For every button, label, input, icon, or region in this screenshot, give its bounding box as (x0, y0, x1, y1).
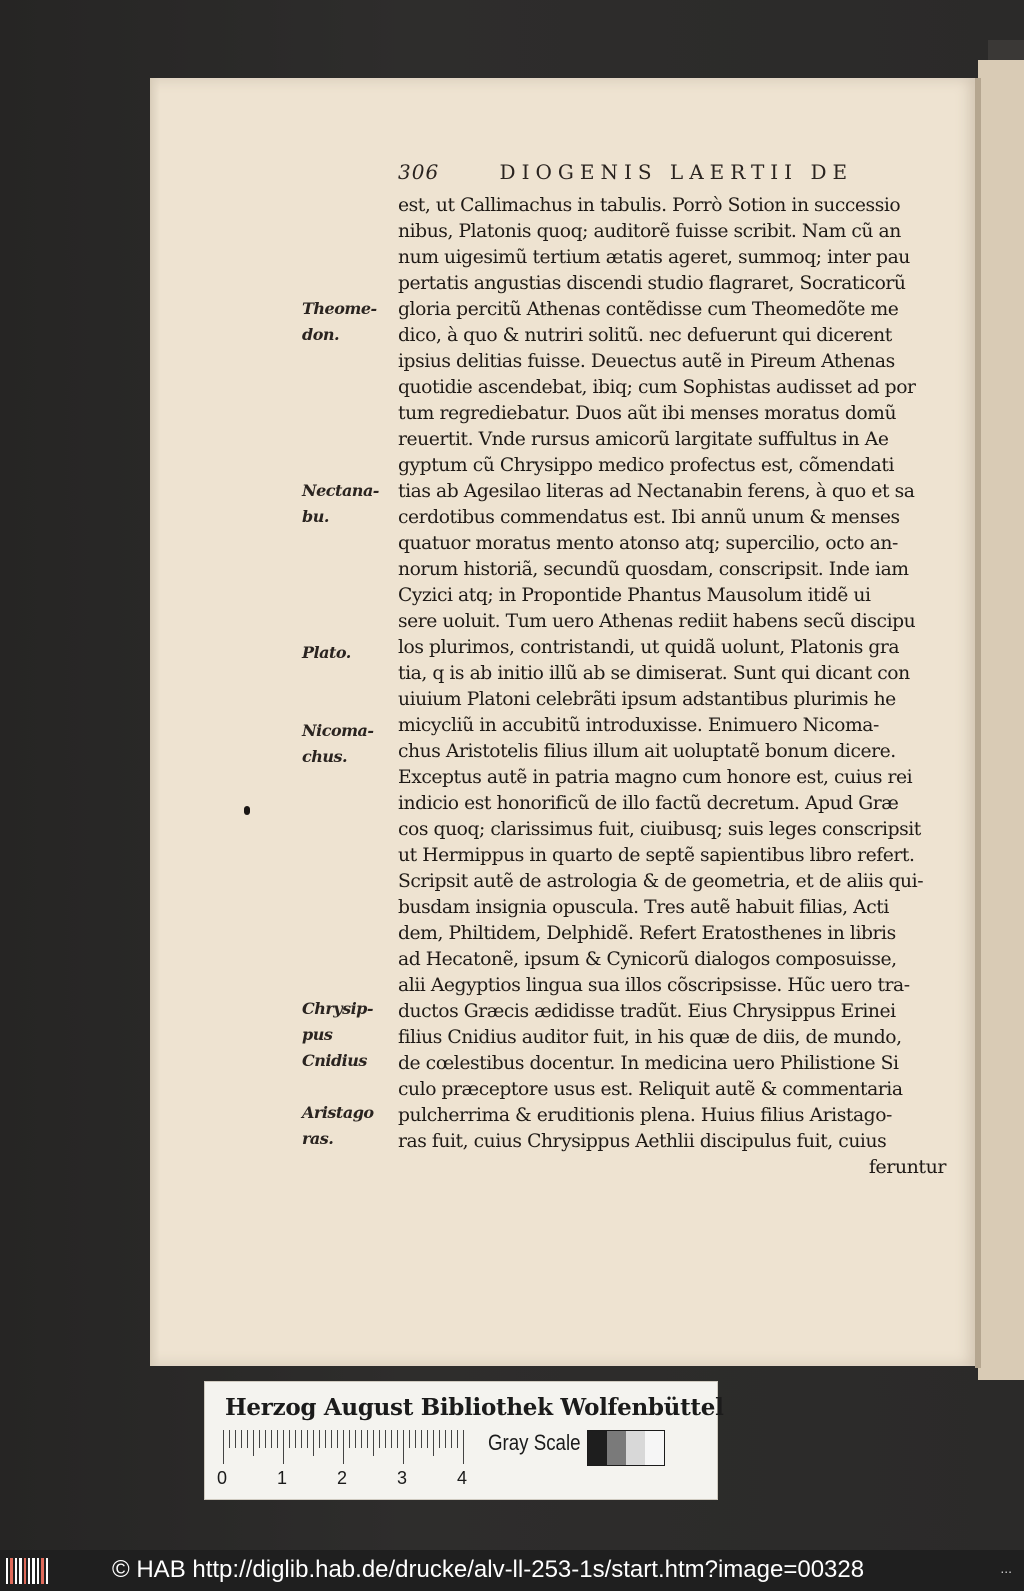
copyright-url-link[interactable]: © HAB http://diglib.hab.de/drucke/alv-ll-253-1s/start.htm?image=00328 (112, 1556, 865, 1583)
ruler-tick (301, 1430, 302, 1448)
ruler-tick (271, 1430, 272, 1448)
margin-note-line: don. (302, 325, 340, 344)
measurement-ruler (223, 1430, 468, 1464)
ink-mark (244, 806, 250, 815)
text-line: cerdotibus commendatus est. Ibi annũ unum & menses (398, 506, 900, 528)
text-line: tia, q is ab initio illũ ab se dimiserat. Sunt qui dicant con (398, 662, 910, 684)
text-line: sere uoluit. Tum uero Athenas rediit habens secũ discipu (398, 610, 916, 632)
library-name: Herzog August Bibliothek Wolfenbüttel (225, 1394, 724, 1421)
text-line: alii Aegyptios lingua sua illos cõscripsisse. Hũc uero tra- (398, 974, 910, 996)
text-line: ut Hermippus in quarto de septẽ sapientibus libro refert. (398, 844, 915, 866)
text-line: de cœlestibus docentur. In medicina uero Philistione Si (398, 1052, 899, 1074)
margin-note-theomedon (302, 296, 392, 348)
ruler-tick (361, 1430, 362, 1448)
ruler-tick (457, 1430, 458, 1448)
text-line: ductos Græcis ædidisse tradũt. Eius Chrysippus Erinei (398, 1000, 896, 1022)
ruler-number: 0 (217, 1468, 228, 1488)
page-number: 306 (398, 160, 440, 184)
text-line: cos quoq; clarissimus fuit, ciuibusq; suis leges conscripsit (398, 818, 921, 840)
gray-swatch (645, 1431, 664, 1465)
ruler-number: 4 (457, 1468, 468, 1488)
ruler-tick (451, 1430, 452, 1448)
page-gutter (975, 78, 981, 1368)
ruler-tick (349, 1430, 350, 1448)
text-line: chus Aristotelis filius illum ait uoluptatẽ bonum dicere. (398, 740, 896, 762)
hab-logo-icon (6, 1558, 48, 1584)
margin-note-plato (302, 640, 392, 666)
margin-note-line: Chrysip- (302, 999, 374, 1018)
ruler-tick (223, 1430, 224, 1464)
ruler-number: 1 (277, 1468, 288, 1488)
ruler-tick (265, 1430, 266, 1448)
text-line: pertatis angustias discendi studio flagraret, Socraticorũ (398, 272, 906, 294)
text-line: ad Hecatonẽ, ipsum & Cynicorũ dialogos composuisse, (398, 948, 897, 970)
text-line: quotidie ascendebat, ibiq; cum Sophistas audisset ad por (398, 376, 916, 398)
text-line: norum historiã, secundũ quosdam, conscripsit. Inde iam (398, 558, 909, 580)
text-line: tum regrediebatur. Duos aũt ibi menses moratus domũ (398, 402, 897, 424)
text-line: culo præceptore usus est. Reliquit autẽ & commentaria (398, 1078, 903, 1100)
margin-note-line: Nectana- (302, 481, 379, 500)
text-line: los plurimos, contristandi, ut quidã uolunt, Platonis gra (398, 636, 900, 658)
ruler-tick (331, 1430, 332, 1448)
text-line: quatuor moratus mento atonso atq; supercilio, octo an- (398, 532, 898, 554)
gray-scale-label: Gray Scale (488, 1430, 581, 1455)
ruler-tick (421, 1430, 422, 1448)
text-line: pulcherrima & eruditionis plena. Huius filius Aristago- (398, 1104, 892, 1126)
text-line: feruntur (868, 1156, 946, 1178)
text-line: micycliũ in accubitũ introduxisse. Enimuero Nicoma- (398, 714, 879, 736)
ruler-tick (247, 1430, 248, 1448)
ruler-tick (439, 1430, 440, 1448)
ruler-tick (319, 1430, 320, 1448)
next-page-edge (978, 60, 1024, 1380)
text-line: uiuium Platoni celebrãti ipsum adstantibus plurimis he (398, 688, 896, 710)
color-reference-bar (204, 1381, 724, 1500)
ruler-tick (409, 1430, 410, 1448)
ruler-tick (433, 1430, 434, 1456)
ruler-tick (343, 1430, 344, 1464)
text-line: gyptum cũ Chrysippo medico profectus est, cõmendati (398, 454, 895, 476)
gray-swatch (626, 1431, 645, 1465)
text-line: indicio est honorificũ de illo factũ decretum. Apud Græ (398, 792, 899, 814)
margin-note-nicomachus (302, 718, 392, 770)
ruler-tick (259, 1430, 260, 1448)
margin-note-line: Nicoma- (302, 721, 374, 740)
gray-swatch (588, 1431, 607, 1465)
ruler-tick (403, 1430, 404, 1464)
text-line: dem, Philtidem, Delphidẽ. Refert Eratosthenes in libris (398, 922, 896, 944)
margin-note-line: Theome- (302, 299, 377, 318)
ruler-tick (241, 1430, 242, 1448)
body-text-column (398, 192, 946, 1180)
ruler-number: 3 (397, 1468, 408, 1488)
text-line: ras fuit, cuius Chrysippus Aethlii discipulus fuit, cuius (398, 1130, 887, 1152)
page-fold-shadow (150, 78, 160, 1366)
ruler-tick (391, 1430, 392, 1448)
text-line: tias ab Agesilao literas ad Nectanabin ferens, à quo et sa (398, 480, 915, 502)
ruler-tick (445, 1430, 446, 1448)
ruler-tick (283, 1430, 284, 1464)
margin-note-line: Aristago (302, 1103, 374, 1122)
ruler-tick (337, 1430, 338, 1448)
margin-note-nectanabu (302, 478, 392, 530)
ruler-tick (295, 1430, 296, 1448)
text-line: Scripsit autẽ de astrologia & de geometria, et de aliis qui- (398, 870, 924, 892)
ruler-numbers (217, 1468, 477, 1488)
viewer-footer (0, 1550, 1024, 1591)
margin-note-line: pus Cnidius (302, 1025, 367, 1070)
text-line: busdam insignia opuscula. Tres autẽ habuit filias, Acti (398, 896, 889, 918)
text-line: gloria percitũ Athenas contẽdisse cum Theomedõte me (398, 298, 899, 320)
running-head (398, 160, 918, 188)
ruler-tick (355, 1430, 356, 1448)
ruler-tick (229, 1430, 230, 1448)
margin-note-chrysippus (302, 996, 392, 1074)
more-options-button[interactable]: ... (1000, 1560, 1012, 1576)
ruler-tick (367, 1430, 368, 1448)
margin-note-line: Plato. (302, 643, 351, 662)
text-line: est, ut Callimachus in tabulis. Porrò Sotion in successio (398, 194, 901, 216)
text-line: dico, à quo & nutriri solitũ. nec defuerunt qui dicerent (398, 324, 892, 346)
margin-note-aristagoras (302, 1100, 392, 1152)
text-line: num uigesimũ tertium ætatis ageret, summoq; inter pau (398, 246, 910, 268)
running-title: DIOGENIS LAERTII DE (499, 160, 854, 184)
ruler-tick (463, 1430, 464, 1464)
ruler-tick (235, 1430, 236, 1448)
ruler-tick (397, 1430, 398, 1448)
ruler-tick (427, 1430, 428, 1448)
text-line: reuertit. Vnde rursus amicorũ largitate suffultus in Ae (398, 428, 889, 450)
margin-note-line: bu. (302, 507, 329, 526)
ruler-tick (385, 1430, 386, 1448)
gray-scale-swatches (587, 1430, 665, 1466)
ruler-tick (379, 1430, 380, 1448)
margin-note-line: chus. (302, 747, 348, 766)
text-line: filius Cnidius auditor fuit, in his quæ de diis, de mundo, (398, 1026, 902, 1048)
ruler-tick (415, 1430, 416, 1448)
margin-note-line: ras. (302, 1129, 334, 1148)
ruler-tick (277, 1430, 278, 1448)
ruler-tick (289, 1430, 290, 1448)
ruler-tick (325, 1430, 326, 1448)
gray-swatch (607, 1431, 626, 1465)
ruler-tick (307, 1430, 308, 1448)
text-line: ipsius delitias fuisse. Deuectus autẽ in Pireum Athenas (398, 350, 895, 372)
ruler-number: 2 (337, 1468, 348, 1488)
text-line: nibus, Platonis quoq; auditorẽ fuisse scribit. Nam cũ an (398, 220, 901, 242)
text-line: Exceptus autẽ in patria magno cum honore est, cuius rei (398, 766, 913, 788)
ruler-tick (373, 1430, 374, 1456)
text-line: Cyzici atq; in Propontide Phantus Mausolum itidẽ ui (398, 584, 871, 606)
ruler-tick (313, 1430, 314, 1456)
ruler-tick (253, 1430, 254, 1456)
